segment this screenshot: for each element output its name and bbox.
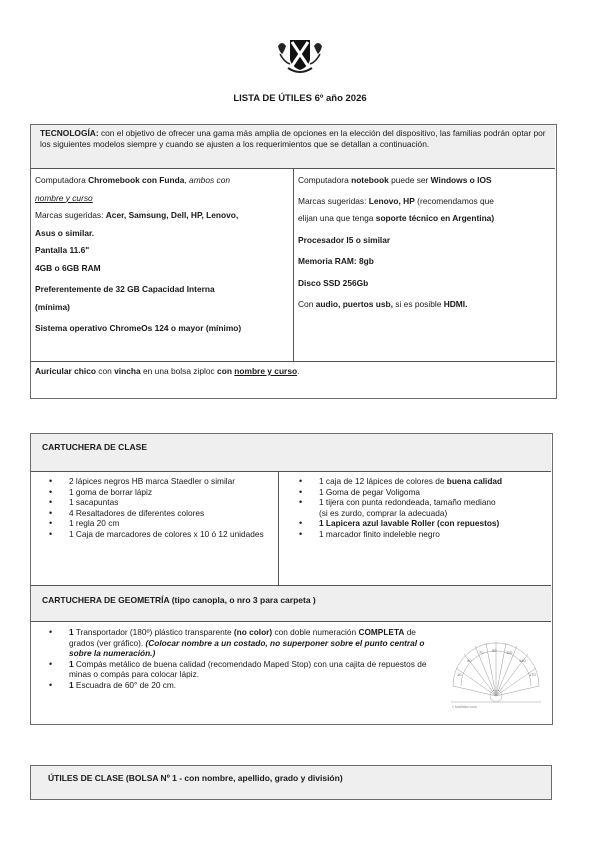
list-item: • 1 Compás metálico de buena calidad (recomendado Maped Stop) con una cajita de repuestos de minas o compás para colocar lápiz. [69,659,439,680]
auricular-requirement: Auricular chico con vincha en una bolsa ziploc con nombre y curso. [35,366,300,376]
list-item: • 1 Escuadra de 60° de 20 cm. [69,680,439,691]
protractor-caption: 1 Mathsfun.com [452,705,477,709]
cartuchera-clase-right-list [289,476,551,540]
tecnologia-section [30,124,557,399]
cartuchera-geometria-list [39,627,439,691]
list-item: • 1 Caja de marcadores de colores x 10 ó 12 unidades [69,529,275,540]
chromebook-option: Computadora Chromebook con Funda, ambos con nombre y curso Marcas sugeridas: Acer, Samsung, Dell, HP, Lenovo, Asus o similar. Pantalla 11.6" 4GB o 6GB RAM Preferentemente de 32 GB Capacidad Interna (mínima) Sistema operativo ChromeOs 124 o mayor (mínimo) [35,175,242,333]
list-item: • 1 tijera con punta redondeada, tamaño mediano (si es zurdo, comprar la adecuada) [319,497,551,518]
list-item: • 1 Lapicera azul lavable Roller (con repuestos) [319,518,551,529]
notebook-option: Computadora notebook puede ser Windows o IOS Marcas sugeridas: Lenovo, HP (recomendamos que elijan una que tenga soporte técnico en Argentina) Procesador I5 o similar Memoria RAM: 8gb Disco SSD 256Gb Con audio, puertos usb, si es posible HDMI. [298,175,495,309]
list-item: • 2 lápices negros HB marca Staedler o similar [69,476,275,487]
svg-text:170: 170 [529,672,536,677]
cartuchera-geometria-title: CARTUCHERA DE GEOMETRÍA (tipo canopla, o nro 3 para carpeta ) [42,595,316,605]
utiles-clase-title: ÚTILES DE CLASE (BOLSA Nº 1 - con nombre, apellido, grado y división) [48,773,343,783]
list-item: • 1 sacapuntas [69,497,275,508]
cartuchera-clase-left-list [39,476,275,540]
tecnologia-intro [31,125,555,168]
cartuchera-section [30,433,553,725]
tecnologia-intro-text: con el objetivo de ofrecer una gama más amplia de opciones en la elección del dispositivo, las familias podrán optar por los siguientes modelos siempre y cuando se ajusten a los requerimientos que se detallan a continuación. [40,128,546,149]
svg-text:140: 140 [519,658,526,663]
school-crest-icon [274,36,326,76]
svg-text:90: 90 [492,648,497,653]
svg-text:10: 10 [457,672,462,677]
svg-text:70: 70 [479,650,484,655]
list-item: • 1 regla 20 cm [69,518,275,529]
list-item: • 1 caja de 12 lápices de colores de buena calidad [319,476,551,487]
list-item: • 1 goma de borrar lápiz [69,487,275,498]
list-item: • 1 Goma de pegar Voligoma [319,487,551,498]
svg-text:110: 110 [506,650,513,655]
utiles-clase-section [30,765,552,800]
cartuchera-clase-title: CARTUCHERA DE CLASE [42,442,147,452]
list-item: • 1 marcador finito indeleble negro [319,529,551,540]
list-item: • 4 Resaltadores de diferentes colores [69,508,275,519]
protractor-diagram-icon [449,630,543,710]
tecnologia-label: TECNOLOGÍA: [40,128,99,138]
page-title: LISTA DE ÚTILES 6º año 2026 [233,93,367,104]
list-item: • 1 Transportador (180º) plástico transparente (no color) con doble numeración COMPLETA de grados (ver gráfico). (Colocar nombre a un costado, no superponer sobre el punto central o sobre la numeración.) [69,627,439,659]
svg-text:40: 40 [467,658,472,663]
